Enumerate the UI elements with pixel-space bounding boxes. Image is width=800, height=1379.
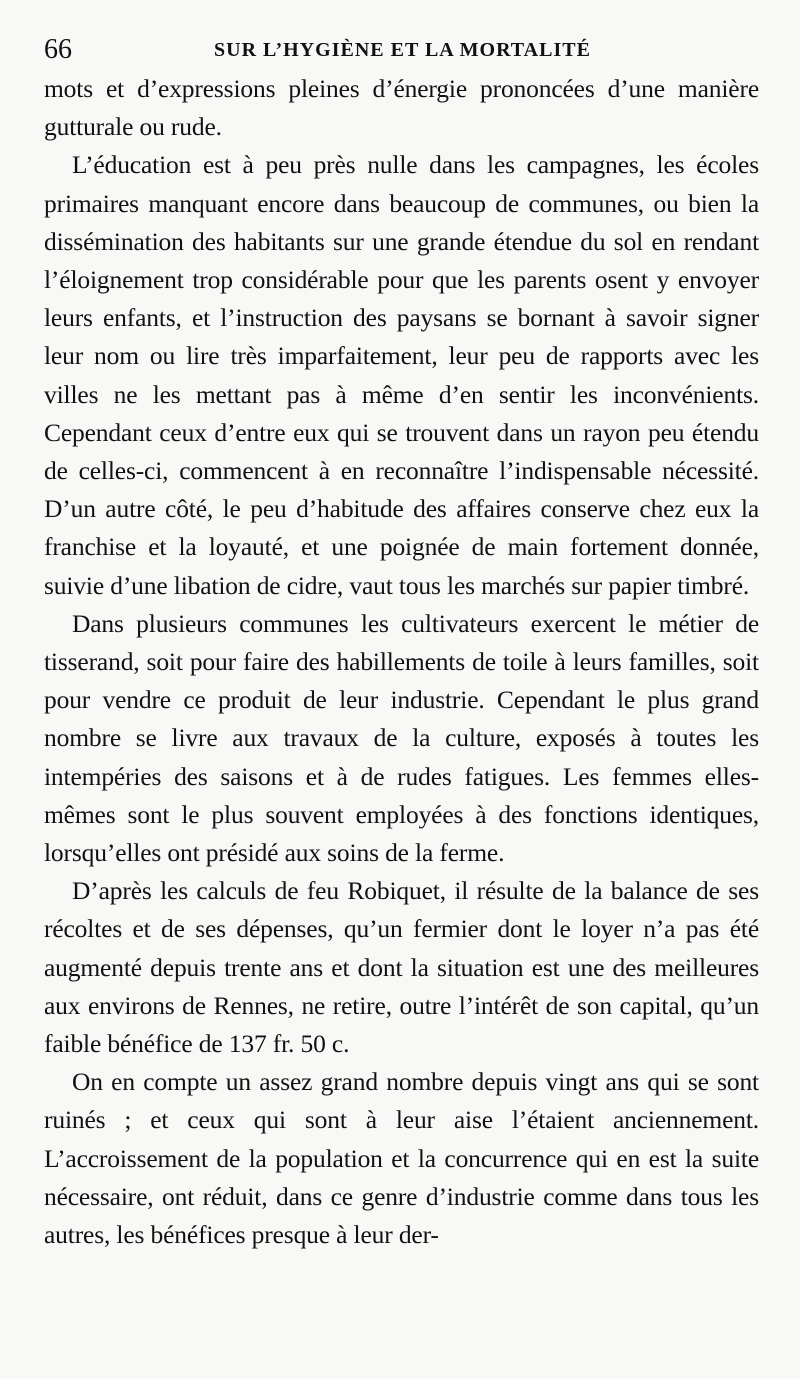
running-title: SUR L’HYGIÈNE ET LA MORTALITÉ xyxy=(214,39,591,61)
paragraph-weavers: Dans plusieurs communes les cultivateurs exercent le métier de tisserand, soit pour faire des habillements de toile à leurs familles, soit pour vendre ce produit de leur industrie. Cependant le plus grand nombre se livre aux travaux de la culture, exposés à toutes les intempéries des saisons et à de rudes fatigues. Les femmes elles-mêmes sont le plus souvent employées à des fonctions identiques, lorsqu’elles ont présidé aux soins de la ferme. xyxy=(44,608,759,868)
paragraph-continuation: mots et d’expressions pleines d’énergie prononcées d’une manière gutturale ou rude. xyxy=(44,74,759,142)
page-header xyxy=(44,30,756,70)
body-text xyxy=(44,70,759,1254)
paragraph-education: L’éducation est à peu près nulle dans les campagnes, les écoles primaires manquant encore dans beaucoup de communes, ou bien la dissémination des habitants sur une grande étendue du sol en rendant l’éloignement trop considérable pour que les parents osent y envoyer leurs enfants, et l’instruction des paysans se bornant à savoir signer leur nom ou lire très imparfaitement, leur peu de rapports avec les villes ne les mettant pas à même d’en sentir les inconvénients. Cependant ceux d’entre eux qui se trouvent dans un rayon peu étendu de celles-ci, commencent à en reconnaître l’indispensable nécessité. D’un autre côté, le peu d’habitude des affaires conserve chez eux la franchise et la loyauté, et une poignée de main fortement donnée, suivie d’une libation de cidre, vaut tous les marchés sur papier timbré. xyxy=(44,150,759,600)
page-number: 66 xyxy=(44,34,72,65)
paragraph-robiquet: D’après les calculs de feu Robiquet, il résulte de la balance de ses récoltes et de ses dépenses, qu’un fermier dont le loyer n’a pas été augmenté depuis trente ans et dont la situation est une des meilleures aux environs de Rennes, ne retire, outre l’intérêt de son capital, qu’un faible bénéfice de 137 fr. 50 c. xyxy=(44,876,759,1059)
paragraph-ruined-farmers: On en compte un assez grand nombre depuis vingt ans qui se sont ruinés ; et ceux qui sont à leur aise l’étaient anciennement. L’accroissement de la population et la concurrence qui en est la suite nécessaire, ont réduit, dans ce genre d’industrie comme dans tous les autres, les bénéfices presque à leur der- xyxy=(44,1067,759,1250)
